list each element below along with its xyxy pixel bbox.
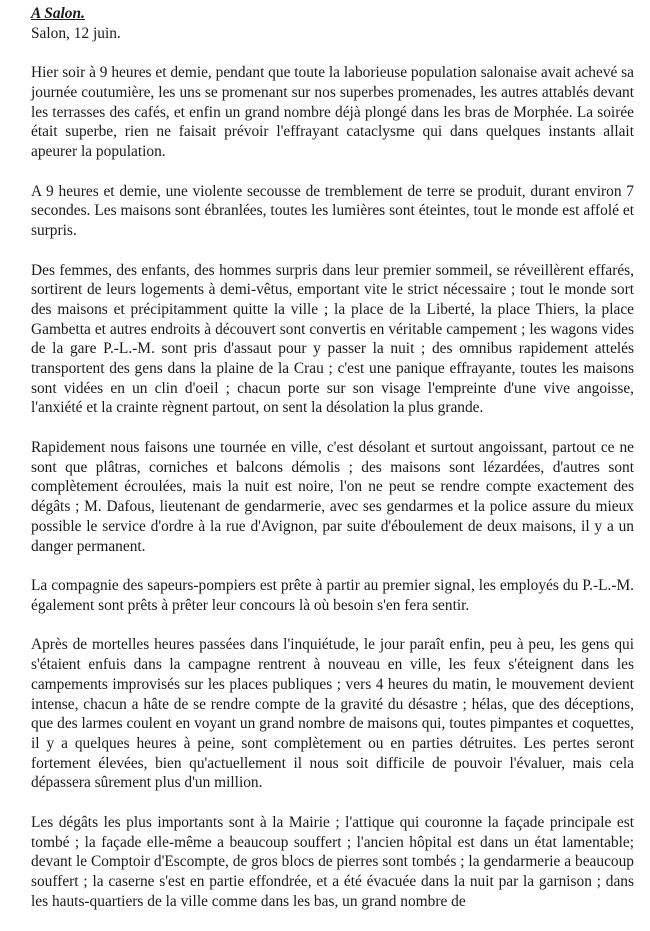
document-page [31, 4, 634, 931]
paragraph-5: La compagnie des sapeurs-pompiers est prête à partir au premier signal, les employés du P.-L.-M. également sont prêts à prêter leur concours là où besoin s'en fera sentir. [31, 577, 634, 614]
paragraph-6: Après de mortelles heures passées dans l'inquiétude, le jour paraît enfin, peu à peu, les gens qui s'étaient enfuis dans la campagne rentrent à nouveau en ville, les feux s'éteignent dans les campements improvisés sur les places publiques ; vers 4 heures du matin, le mouvement devient intense, chacun a hâte de se rendre compte de la gravité du désastre ; hélas, que des déceptions, que des larmes coulent en voyant un grand nombre de maisons qui, toutes pimpantes et coquettes, il y a quelques heures à peine, sont complètement ou en parties détruites. Les pertes seront fortement élevées, bien qu'actuellement il nous soit difficile de pouvoir l'évaluer, mais cela dépassera sûrement plus d'un million. [31, 636, 634, 792]
paragraph-7: Les dégâts les plus importants sont à la Mairie ; l'attique qui couronne la façade principale est tombé ; la façade elle-même a beaucoup souffert ; l'ancien hôpital est dans un état lamentable; devant le Comptoir d'Escompte, de gros blocs de pierres sont tombés ; la gendarmerie a beaucoup souffert ; la caserne s'est en partie effondrée, et a été évacuée dans la nuit par la garnison ; dans les hauts-quartiers de la ville comme dans les bas, un grand nombre de [31, 813, 634, 910]
paragraph-3: Des femmes, des enfants, des hommes surpris dans leur premier sommeil, se réveillèrent effarés, sortirent de leurs logements à demi-vêtus, emportant vite le strict nécessaire ; tout le monde sort des maisons et précipitamment quitte la ville ; la place de la Liberté, la place Thiers, la place Gambetta et autres endroits à découvert sont convertis en véritable campement ; les wagons vides de la gare P.-L.-M. sont pris d'assaut pour y passer la nuit ; des omnibus rapidement attelés transportent des gens dans la plaine de la Crau ; c'est une panique effrayante, toutes les maisons sont vidées en un clin d'oeil ; chacun porte sur son visage l'empreinte d'une vive angoisse, l'anxiété et la crainte règnent partout, on sent la désolation la plus grande. [31, 261, 634, 417]
article-dateline: Salon, 12 juin. [31, 24, 121, 42]
paragraph-1: Hier soir à 9 heures et demie, pendant que toute la laborieuse population salonaise avait achevé sa journée coutumière, les uns se promenant sur nos superbes promenades, les autres attablés devant les terrasses des cafés, et enfin un grand nombre déjà plongé dans les bras de Morphée. La soirée était superbe, rien ne faisait prévoir l'effrayant cataclysme qui dans quelques instants allait apeurer la population. [31, 64, 635, 160]
article-heading: A Salon. [31, 5, 85, 22]
paragraph-2: A 9 heures et demie, une violente secousse de tremblement de terre se produit, durant environ 7 secondes. Les maisons sont ébranlées, toutes les lumières sont éteintes, tout le monde est affolé et surpris. [31, 182, 634, 239]
paragraph-4: Rapidement nous faisons une tournée en ville, c'est désolant et surtout angoissant, partout ce ne sont que plâtras, corniches et balcons démolis ; des maisons sont lézardées, d'autres sont complètement écroulées, mais la nuit est noire, l'on ne peut se rendre compte exactement des dégâts ; M. Dafous, lieutenant de gendarmerie, avec ses gendarmes et la police assure du mieux possible le service d'ordre à la rue d'Avignon, par suite d'éboulement de deux maisons, il y a un danger permanent. [31, 439, 634, 555]
